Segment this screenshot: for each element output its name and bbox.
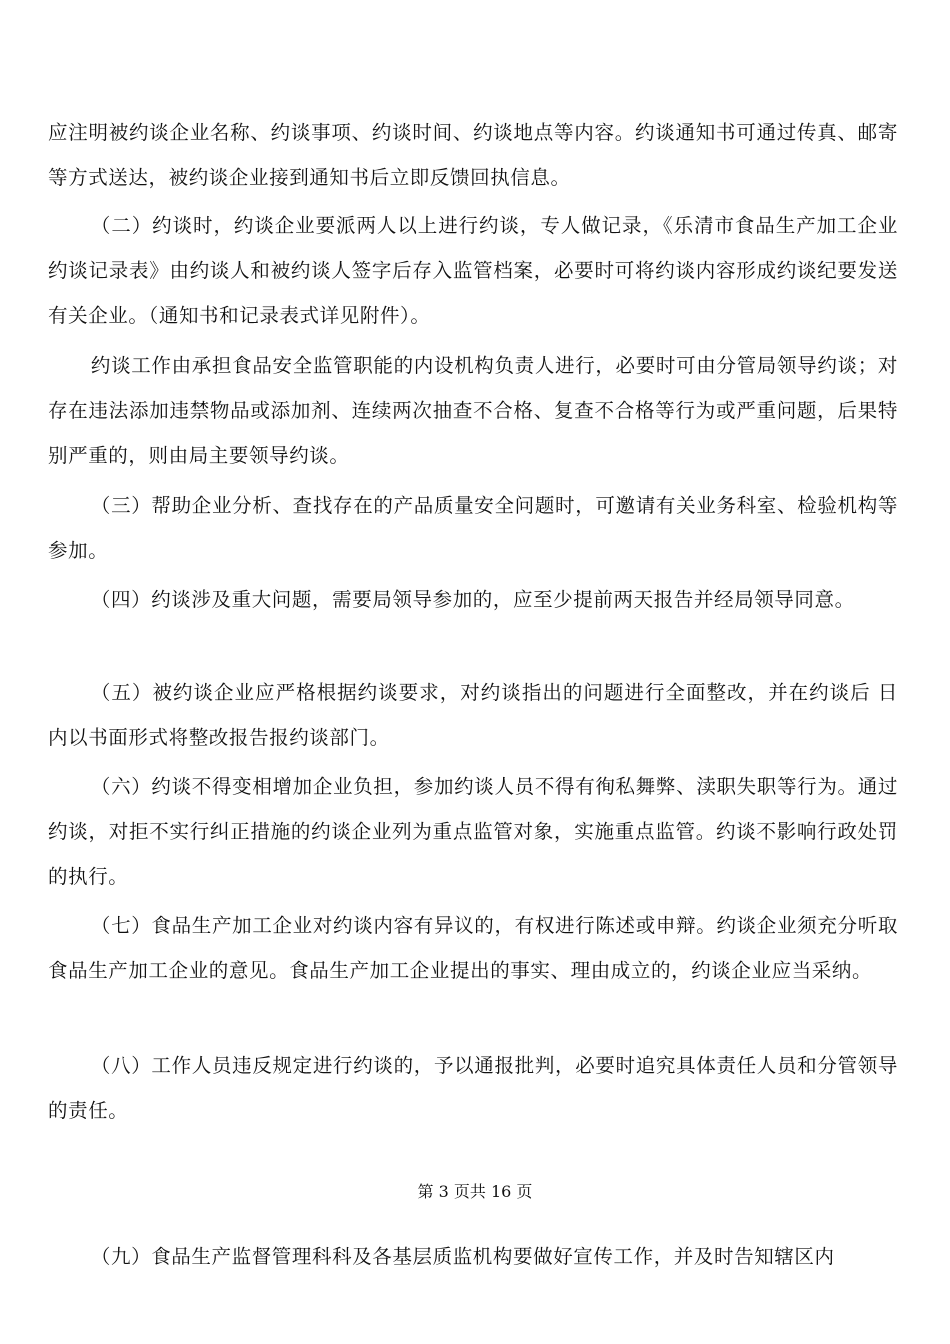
paragraph-item-5: （五）被约谈企业应严格根据约谈要求，对约谈指出的问题进行全面整改，并在约谈后 日内以书面形式将整改报告报约谈部门。 bbox=[48, 681, 898, 749]
paragraph-notice-content: 应注明被约谈企业名称、约谈事项、约谈时间、约谈地点等内容。约谈通知书可通过传真、邮寄等方式送达，被约谈企业接到通知书后立即反馈回执信息。 bbox=[48, 121, 898, 189]
paragraph-item-2: （二）约谈时，约谈企业要派两人以上进行约谈，专人做记录，《乐清市食品生产加工企业约谈记录表》由约谈人和被约谈人签字后存入监管档案，必要时可将约谈内容形成约谈纪要发送有关企业。（通知书和记录表式详见附件）。 bbox=[48, 214, 898, 327]
paragraph-item-3: （三）帮助企业分析、查找存在的产品质量安全问题时，可邀请有关业务科室、检验机构等参加。 bbox=[48, 494, 898, 562]
page-number-footer: 第 3 页共 16 页 bbox=[417, 1182, 533, 1201]
paragraph-item-6: （六）约谈不得变相增加企业负担，参加约谈人员不得有徇私舞弊、渎职失职等行为。通过约谈，对拒不实行纠正措施的约谈企业列为重点监管对象，实施重点监管。约谈不影响行政处罚的执行。 bbox=[48, 775, 898, 888]
paragraph-item-8: （八）工作人员违反规定进行约谈的，予以通报批判，必要时追究具体责任人员和分管领导的责任。 bbox=[48, 1054, 898, 1122]
paragraph-item-9: （九）食品生产监督管理科科及各基层质监机构要做好宣传工作，并及时告知辖区内 bbox=[90, 1245, 835, 1268]
paragraph-item-4: （四）约谈涉及重大问题，需要局领导参加的，应至少提前两天报告并经局领导同意。 bbox=[90, 588, 855, 611]
paragraph-interview-leadership: 约谈工作由承担食品安全监管职能的内设机构负责人进行，必要时可由分管局领导约谈；对存在违法添加违禁物品或添加剂、连续两次抽查不合格、复查不合格等行为或严重问题，后果特别严重的，则由局主要领导约谈。 bbox=[48, 354, 898, 467]
paragraph-item-7: （七）食品生产加工企业对约谈内容有异议的，有权进行陈述或申辩。约谈企业须充分听取食品生产加工企业的意见。食品生产加工企业提出的事实、理由成立的，约谈企业应当采纳。 bbox=[48, 914, 898, 982]
